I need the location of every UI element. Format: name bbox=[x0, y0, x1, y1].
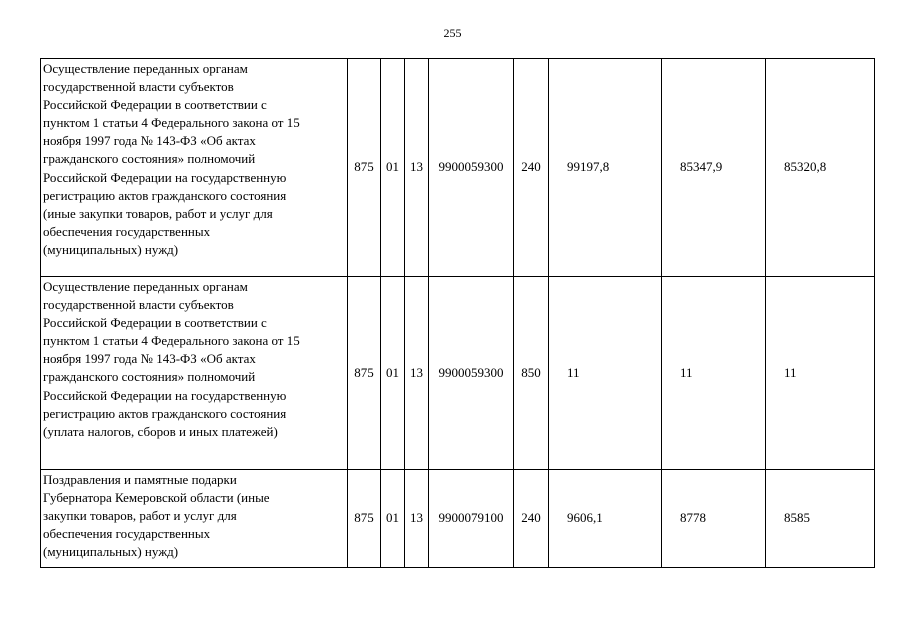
description-line: пунктом 1 статьи 4 Федерального закона от 15 bbox=[43, 333, 300, 349]
description-line: ноября 1997 года № 143-ФЗ «Об актах bbox=[43, 351, 256, 367]
amount-3-cell: 8585 bbox=[766, 470, 875, 568]
description-line: гражданского состояния» полномочий bbox=[43, 151, 256, 167]
ministry-code-cell: 875 bbox=[348, 59, 381, 277]
description-line: государственной власти субъектов bbox=[43, 79, 234, 95]
subsection-code-cell: 13 bbox=[405, 470, 429, 568]
expense-type-cell: 240 bbox=[514, 470, 549, 568]
expense-type-cell: 240 bbox=[514, 59, 549, 277]
table-row bbox=[41, 277, 875, 470]
description-line: (муниципальных) нужд) bbox=[43, 544, 179, 560]
section-code-cell: 01 bbox=[381, 470, 405, 568]
description-line: пунктом 1 статьи 4 Федерального закона от 15 bbox=[43, 115, 300, 131]
description-line: Осуществление переданных органам bbox=[43, 61, 248, 76]
subsection-code-cell: 13 bbox=[405, 59, 429, 277]
description-line: Губернатора Кемеровской области (иные bbox=[43, 490, 270, 506]
section-code-cell: 01 bbox=[381, 59, 405, 277]
description-line: (уплата налогов, сборов и иных платежей) bbox=[43, 423, 278, 439]
description-line: Российской Федерации на государственную bbox=[43, 169, 287, 185]
expense-type-cell: 850 bbox=[514, 277, 549, 470]
description-line: Российской Федерации в соответствии с bbox=[43, 315, 267, 331]
description-line: Российской Федерации на государственную bbox=[43, 387, 287, 403]
description-cell bbox=[41, 470, 348, 568]
amount-1-cell: 11 bbox=[549, 277, 662, 470]
description-line: обеспечения государственных bbox=[43, 526, 211, 542]
target-article-cell: 9900079100 bbox=[429, 470, 514, 568]
description-cell bbox=[41, 59, 348, 277]
description-line: ноября 1997 года № 143-ФЗ «Об актах bbox=[43, 133, 256, 149]
amount-2-cell: 85347,9 bbox=[662, 59, 766, 277]
description-line: (муниципальных) нужд) bbox=[43, 241, 179, 257]
description-line: обеспечения государственных bbox=[43, 223, 211, 239]
amount-2-cell: 11 bbox=[662, 277, 766, 470]
table-row bbox=[41, 470, 875, 568]
target-article-cell: 9900059300 bbox=[429, 59, 514, 277]
amount-1-cell: 99197,8 bbox=[549, 59, 662, 277]
budget-table bbox=[40, 58, 875, 568]
amount-2-cell: 8778 bbox=[662, 470, 766, 568]
amount-3-cell: 11 bbox=[766, 277, 875, 470]
description-line: регистрацию актов гражданского состояния bbox=[43, 405, 287, 421]
amount-1-cell: 9606,1 bbox=[549, 470, 662, 568]
target-article-cell: 9900059300 bbox=[429, 277, 514, 470]
description-line: (иные закупки товаров, работ и услуг для bbox=[43, 205, 273, 221]
description-line: Российской Федерации в соответствии с bbox=[43, 97, 267, 113]
description-line: Осуществление переданных органам bbox=[43, 279, 248, 294]
description-line: гражданского состояния» полномочий bbox=[43, 369, 256, 385]
subsection-code-cell: 13 bbox=[405, 277, 429, 470]
amount-3-cell: 85320,8 bbox=[766, 59, 875, 277]
description-line: Поздравления и памятные подарки bbox=[43, 472, 237, 487]
description-line: закупки товаров, работ и услуг для bbox=[43, 508, 237, 524]
page-number: 255 bbox=[443, 26, 462, 40]
section-code-cell: 01 bbox=[381, 277, 405, 470]
table-row bbox=[41, 59, 875, 277]
description-line: регистрацию актов гражданского состояния bbox=[43, 187, 287, 203]
description-cell bbox=[41, 277, 348, 470]
description-line: государственной власти субъектов bbox=[43, 297, 234, 313]
ministry-code-cell: 875 bbox=[348, 470, 381, 568]
ministry-code-cell: 875 bbox=[348, 277, 381, 470]
